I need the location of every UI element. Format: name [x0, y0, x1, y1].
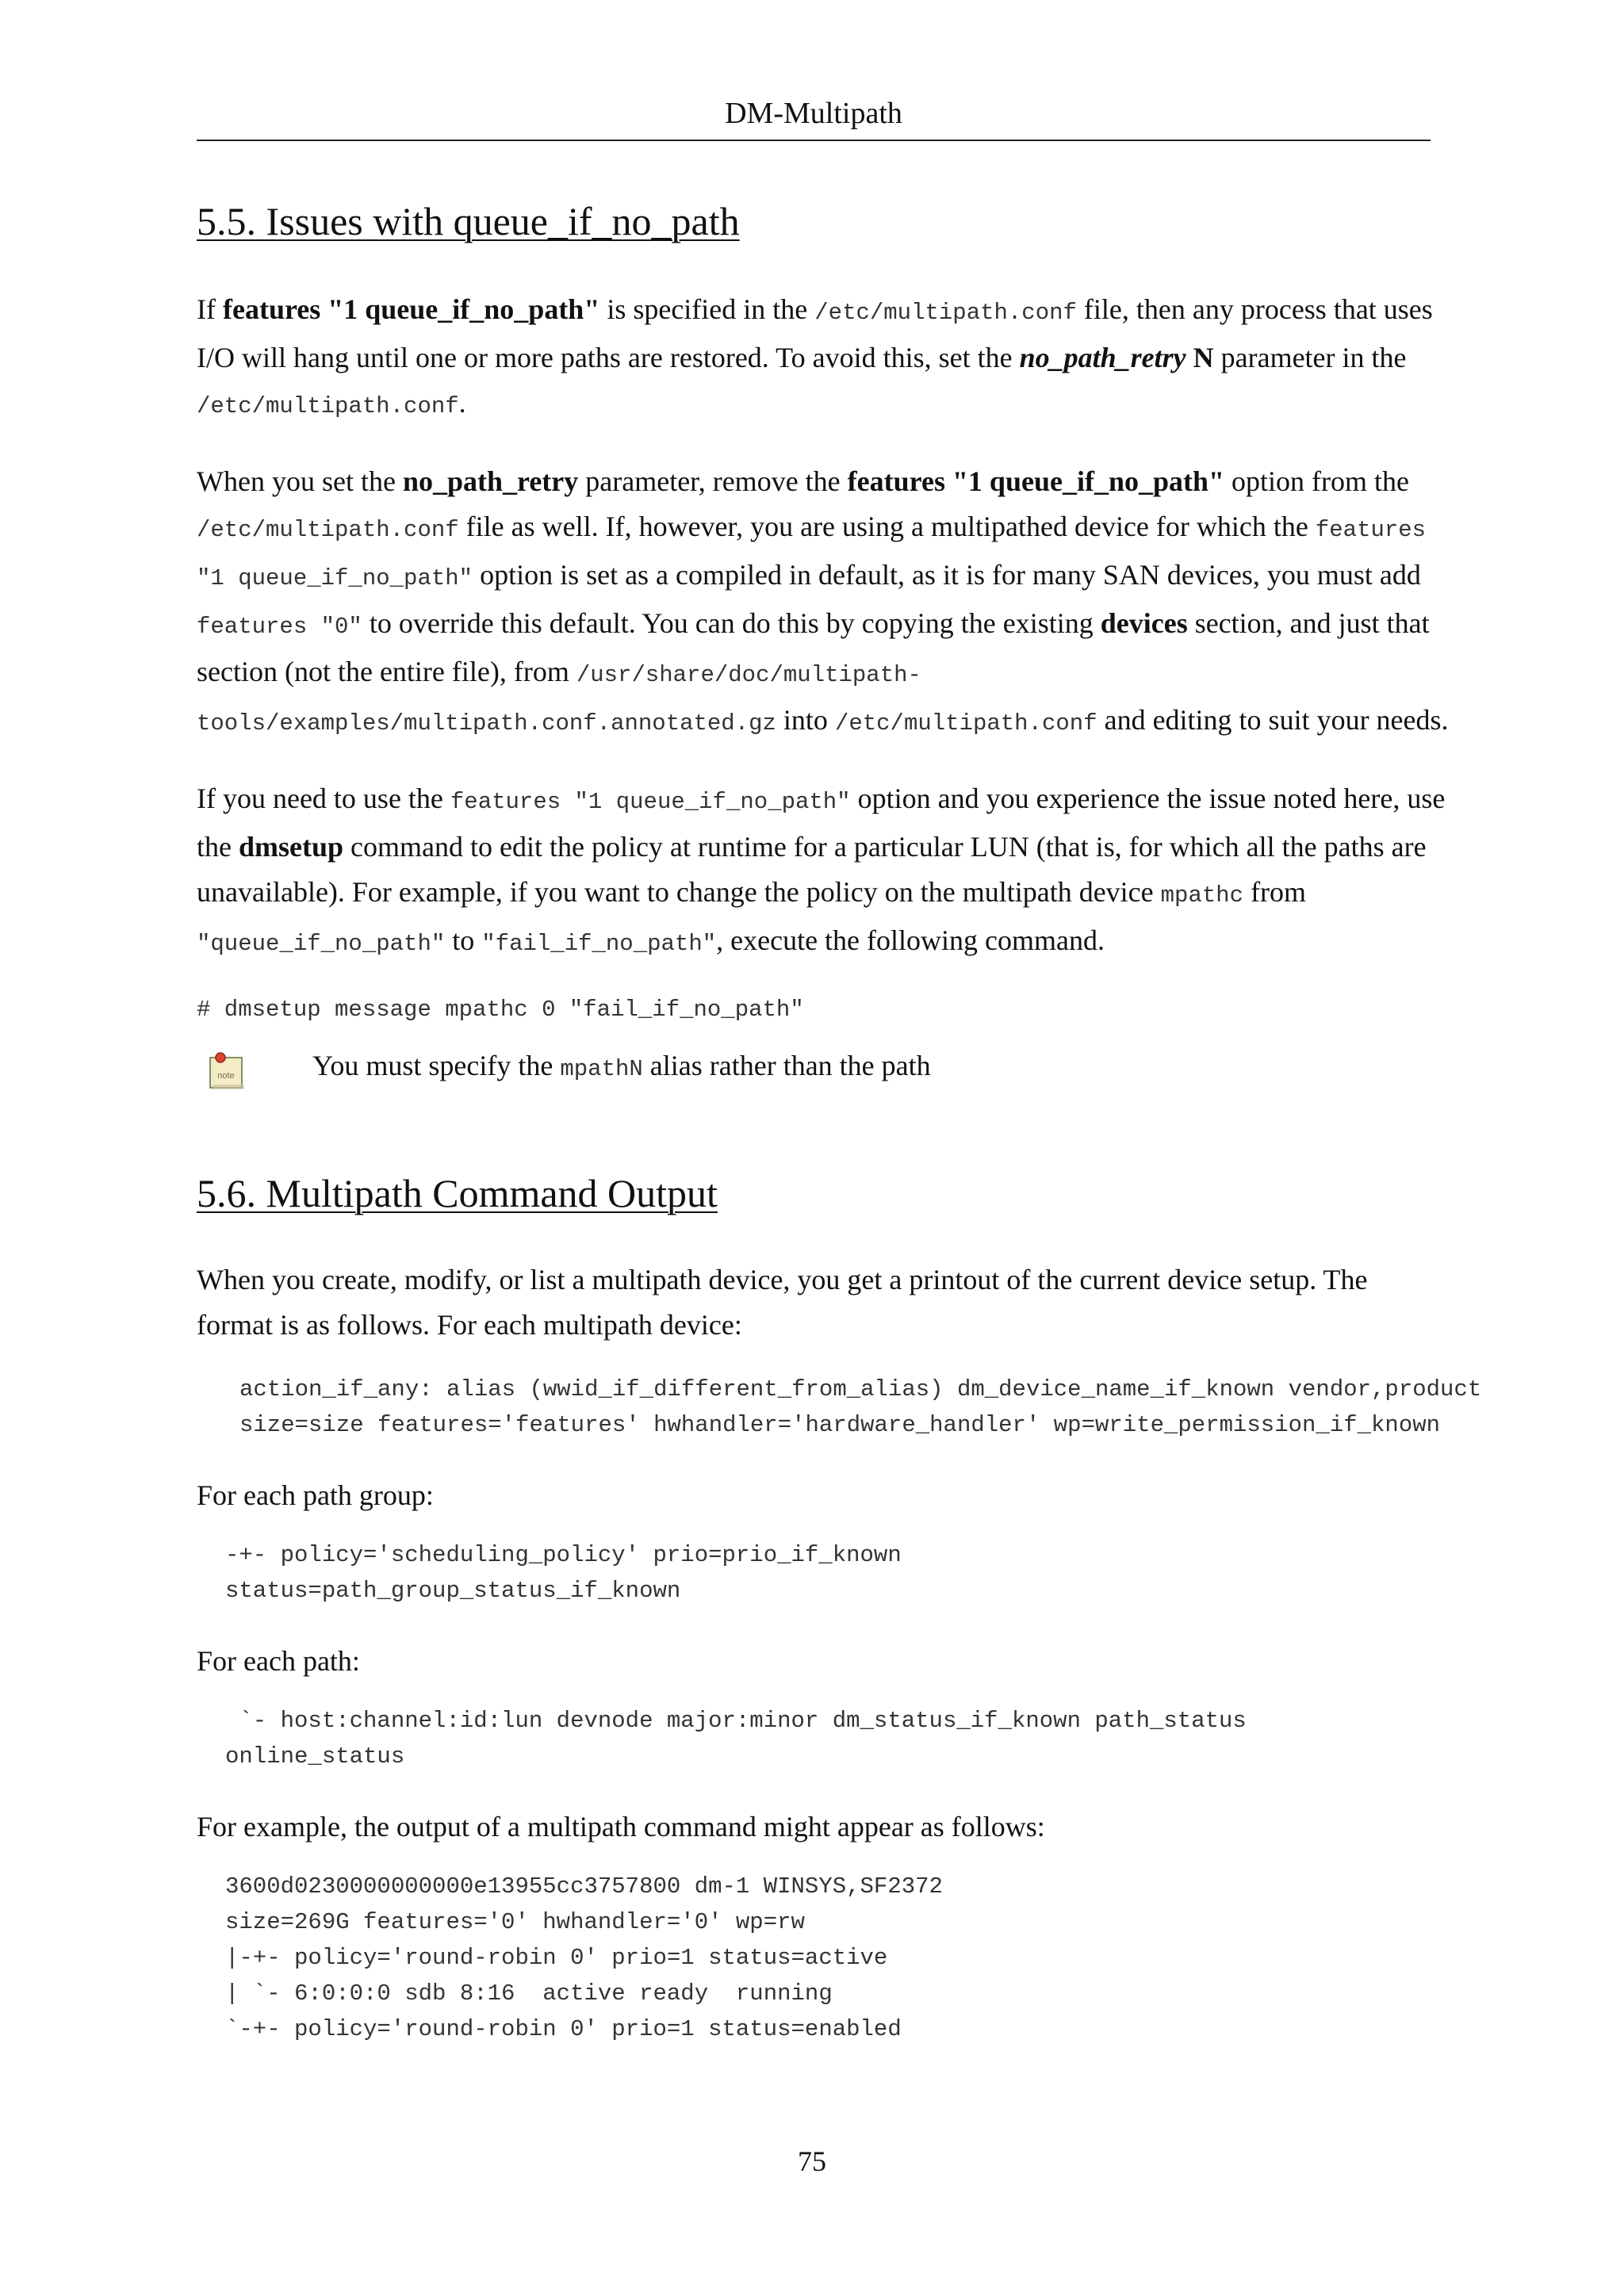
path-group-label: For each path group:	[197, 1479, 434, 1511]
inline-code: /usr/share/doc/multipath-tools/examples/multipath.conf.annotated.gz	[197, 662, 921, 737]
inline-code: /etc/multipath.conf	[197, 517, 459, 543]
note-box	[197, 1043, 1450, 1119]
inline-code: "fail_if_no_path"	[481, 931, 717, 957]
inline-code: /etc/multipath.conf	[814, 300, 1077, 326]
inline-code: features "0"	[197, 614, 362, 640]
section-heading-5-5: 5.5. Issues with queue_if_no_path	[197, 199, 740, 243]
section-heading-5-6: 5.6. Multipath Command Output	[197, 1171, 718, 1215]
note-text: You must specify the mpathN alias rather than the path	[312, 1050, 931, 1082]
device-format-block: action_if_any: alias (wwid_if_different_from_alias) dm_device_name_if_known vendor,product size=size features='features' hwhandler='hardware_handler' wp=write_permission_if_known	[239, 1376, 1482, 1438]
command-block: # dmsetup message mpathc 0 "fail_if_no_path"	[197, 997, 804, 1023]
inline-code: /etc/multipath.conf	[197, 393, 459, 419]
inline-code: "queue_if_no_path"	[197, 931, 446, 957]
inline-code: mpathN	[560, 1056, 643, 1082]
page-content	[197, 197, 1482, 2047]
paragraph-intro: When you create, modify, or list a multipath device, you get a printout of the current device setup. The format is as follows. For each multipath device:	[197, 1264, 1368, 1341]
note-icon	[208, 1050, 246, 1091]
example-output-block: 3600d0230000000000e13955cc3757800 dm-1 WINSYS,SF2372 size=269G features='0' hwhandler='0' wp=rw |-+- policy='round-robin 0' prio=1 status=active | `- 6:0:0:0 sdb 8:16 active ready running `-+- policy='round-robin 0' prio=1 status=enabled	[225, 1873, 943, 2042]
path-label: For each path:	[197, 1645, 360, 1677]
svg-text:note: note	[217, 1071, 235, 1081]
path-format-block: `- host:channel:id:lun devnode major:minor dm_status_if_known path_status online_status	[225, 1708, 1247, 1770]
page-number: 75	[798, 2145, 826, 2177]
running-header: DM-Multipath	[197, 95, 1431, 141]
inline-code: /etc/multipath.conf	[834, 710, 1097, 737]
example-label: For example, the output of a multipath command might appear as follows:	[197, 1811, 1045, 1843]
paragraph-3: If you need to use the features "1 queue_if_no_path" option and you experience the issue noted here, use the dmsetup command to edit the policy at runtime for a particular LUN (that is, for which all the paths are unavailable). For example, if you want to change the policy on the multipath device mpathc from "queue_if_no_path" to "fail_if_no_path", execute the following command.	[197, 783, 1446, 957]
paragraph-2: When you set the no_path_retry parameter, remove the features "1 queue_if_no_path" option from the /etc/multipath.conf file as well. If, however, you are using a multipathed device for which the features "1 queue_if_no_path" option is set as a compiled in default, as it is for many SAN devices, you must add features "0" to override this default. You can do this by copying the existing devices section, and just that section (not the entire file), from /usr/share/doc/multipath-tools/examples/multipath.conf.annotated.gz into /etc/multipath.conf and editing to suit your needs.	[197, 465, 1449, 737]
inline-code: features "1 queue_if_no_path"	[450, 789, 851, 815]
paragraph-1: If features "1 queue_if_no_path" is specified in the /etc/multipath.conf file, then any process that uses I/O will hang until one or more paths are restored. To avoid this, set the no_path_retry N parameter in the /etc/multipath.conf.	[197, 293, 1433, 419]
inline-code: mpathc	[1160, 882, 1244, 909]
inline-code: features "1 queue_if_no_path"	[197, 517, 1427, 591]
path-group-format-block: -+- policy='scheduling_policy' prio=prio_if_known status=path_group_status_if_known	[225, 1542, 902, 1604]
